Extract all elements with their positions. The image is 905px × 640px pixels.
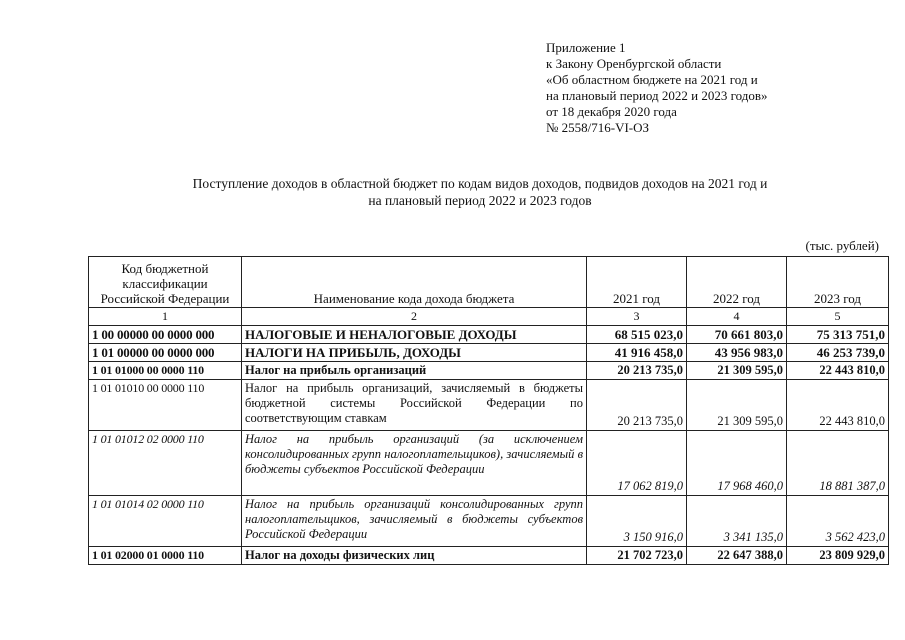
row-code: 1 01 01014 02 0000 110 — [89, 496, 242, 547]
document-title — [100, 175, 860, 209]
header-2022: 2022 год — [687, 257, 787, 308]
row-value-2022: 21 309 595,0 — [687, 362, 787, 380]
row-value-2021: 41 916 458,0 — [587, 344, 687, 362]
annex-line: от 18 декабря 2020 года — [546, 104, 677, 119]
row-code: 1 01 01012 02 0000 110 — [89, 431, 242, 496]
row-value-2023: 46 253 739,0 — [787, 344, 889, 362]
row-value-2021: 68 515 023,0 — [587, 326, 687, 344]
annex-header — [546, 40, 768, 136]
revenue-table — [88, 256, 889, 565]
table-row — [89, 496, 889, 547]
annex-line: к Закону Оренбургской области — [546, 56, 722, 71]
table-row — [89, 547, 889, 565]
table-header-row — [89, 257, 889, 308]
annex-line: «Об областном бюджете на 2021 год и — [546, 72, 758, 87]
table-row — [89, 380, 889, 431]
row-value-2023: 22 443 810,0 — [787, 362, 889, 380]
row-value-2022: 43 956 983,0 — [687, 344, 787, 362]
row-value-2021: 21 702 723,0 — [587, 547, 687, 565]
row-value-2023: 23 809 929,0 — [787, 547, 889, 565]
column-number: 1 — [89, 308, 242, 326]
row-name: Налог на прибыль организаций консолидированных групп налогоплательщиков, зачисляемый в бюджеты субъектов Российской Федерации — [242, 496, 587, 547]
row-code: 1 01 00000 00 0000 000 — [89, 344, 242, 362]
row-name: Налог на прибыль организаций, зачисляемый в бюджеты бюджетной системы Российской Федерации по соответствующим ставкам — [242, 380, 587, 431]
row-name: НАЛОГОВЫЕ И НЕНАЛОГОВЫЕ ДОХОДЫ — [242, 326, 587, 344]
row-value-2022: 3 341 135,0 — [687, 496, 787, 547]
header-2023: 2023 год — [787, 257, 889, 308]
table-row — [89, 344, 889, 362]
header-name: Наименование кода дохода бюджета — [242, 257, 587, 308]
row-value-2023: 75 313 751,0 — [787, 326, 889, 344]
row-name: Налог на прибыль организаций (за исключением консолидированных групп налогоплательщиков), зачисляемый в бюджеты субъектов Российской Федерации — [242, 431, 587, 496]
row-name: Налог на прибыль организаций — [242, 362, 587, 380]
units-label: (тыс. рублей) — [805, 238, 879, 253]
table-row — [89, 362, 889, 380]
row-value-2022: 21 309 595,0 — [687, 380, 787, 431]
row-code: 1 01 02000 01 0000 110 — [89, 547, 242, 565]
header-2021: 2021 год — [587, 257, 687, 308]
column-number-row — [89, 308, 889, 326]
row-value-2022: 17 968 460,0 — [687, 431, 787, 496]
row-value-2022: 70 661 803,0 — [687, 326, 787, 344]
title-line-2: на плановый период 2022 и 2023 годов — [368, 193, 592, 208]
row-value-2023: 18 881 387,0 — [787, 431, 889, 496]
row-value-2021: 20 213 735,0 — [587, 380, 687, 431]
table-row — [89, 431, 889, 496]
annex-line: № 2558/716-VI-ОЗ — [546, 120, 650, 135]
row-value-2021: 17 062 819,0 — [587, 431, 687, 496]
title-line-1: Поступление доходов в областной бюджет по кодам видов доходов, подвидов доходов на 2021 год и — [192, 176, 768, 191]
column-number: 4 — [687, 308, 787, 326]
row-value-2023: 3 562 423,0 — [787, 496, 889, 547]
row-code: 1 01 01010 00 0000 110 — [89, 380, 242, 431]
row-value-2022: 22 647 388,0 — [687, 547, 787, 565]
row-value-2021: 3 150 916,0 — [587, 496, 687, 547]
table-row — [89, 326, 889, 344]
annex-line: на плановый период 2022 и 2023 годов» — [546, 88, 768, 103]
header-code: Код бюджетной классификации Российской Федерации — [89, 257, 242, 308]
column-number: 2 — [242, 308, 587, 326]
row-code: 1 01 01000 00 0000 110 — [89, 362, 242, 380]
row-code: 1 00 00000 00 0000 000 — [89, 326, 242, 344]
annex-line: Приложение 1 — [546, 40, 626, 55]
row-value-2021: 20 213 735,0 — [587, 362, 687, 380]
column-number: 3 — [587, 308, 687, 326]
row-value-2023: 22 443 810,0 — [787, 380, 889, 431]
column-number: 5 — [787, 308, 889, 326]
row-name: НАЛОГИ НА ПРИБЫЛЬ, ДОХОДЫ — [242, 344, 587, 362]
row-name: Налог на доходы физических лиц — [242, 547, 587, 565]
